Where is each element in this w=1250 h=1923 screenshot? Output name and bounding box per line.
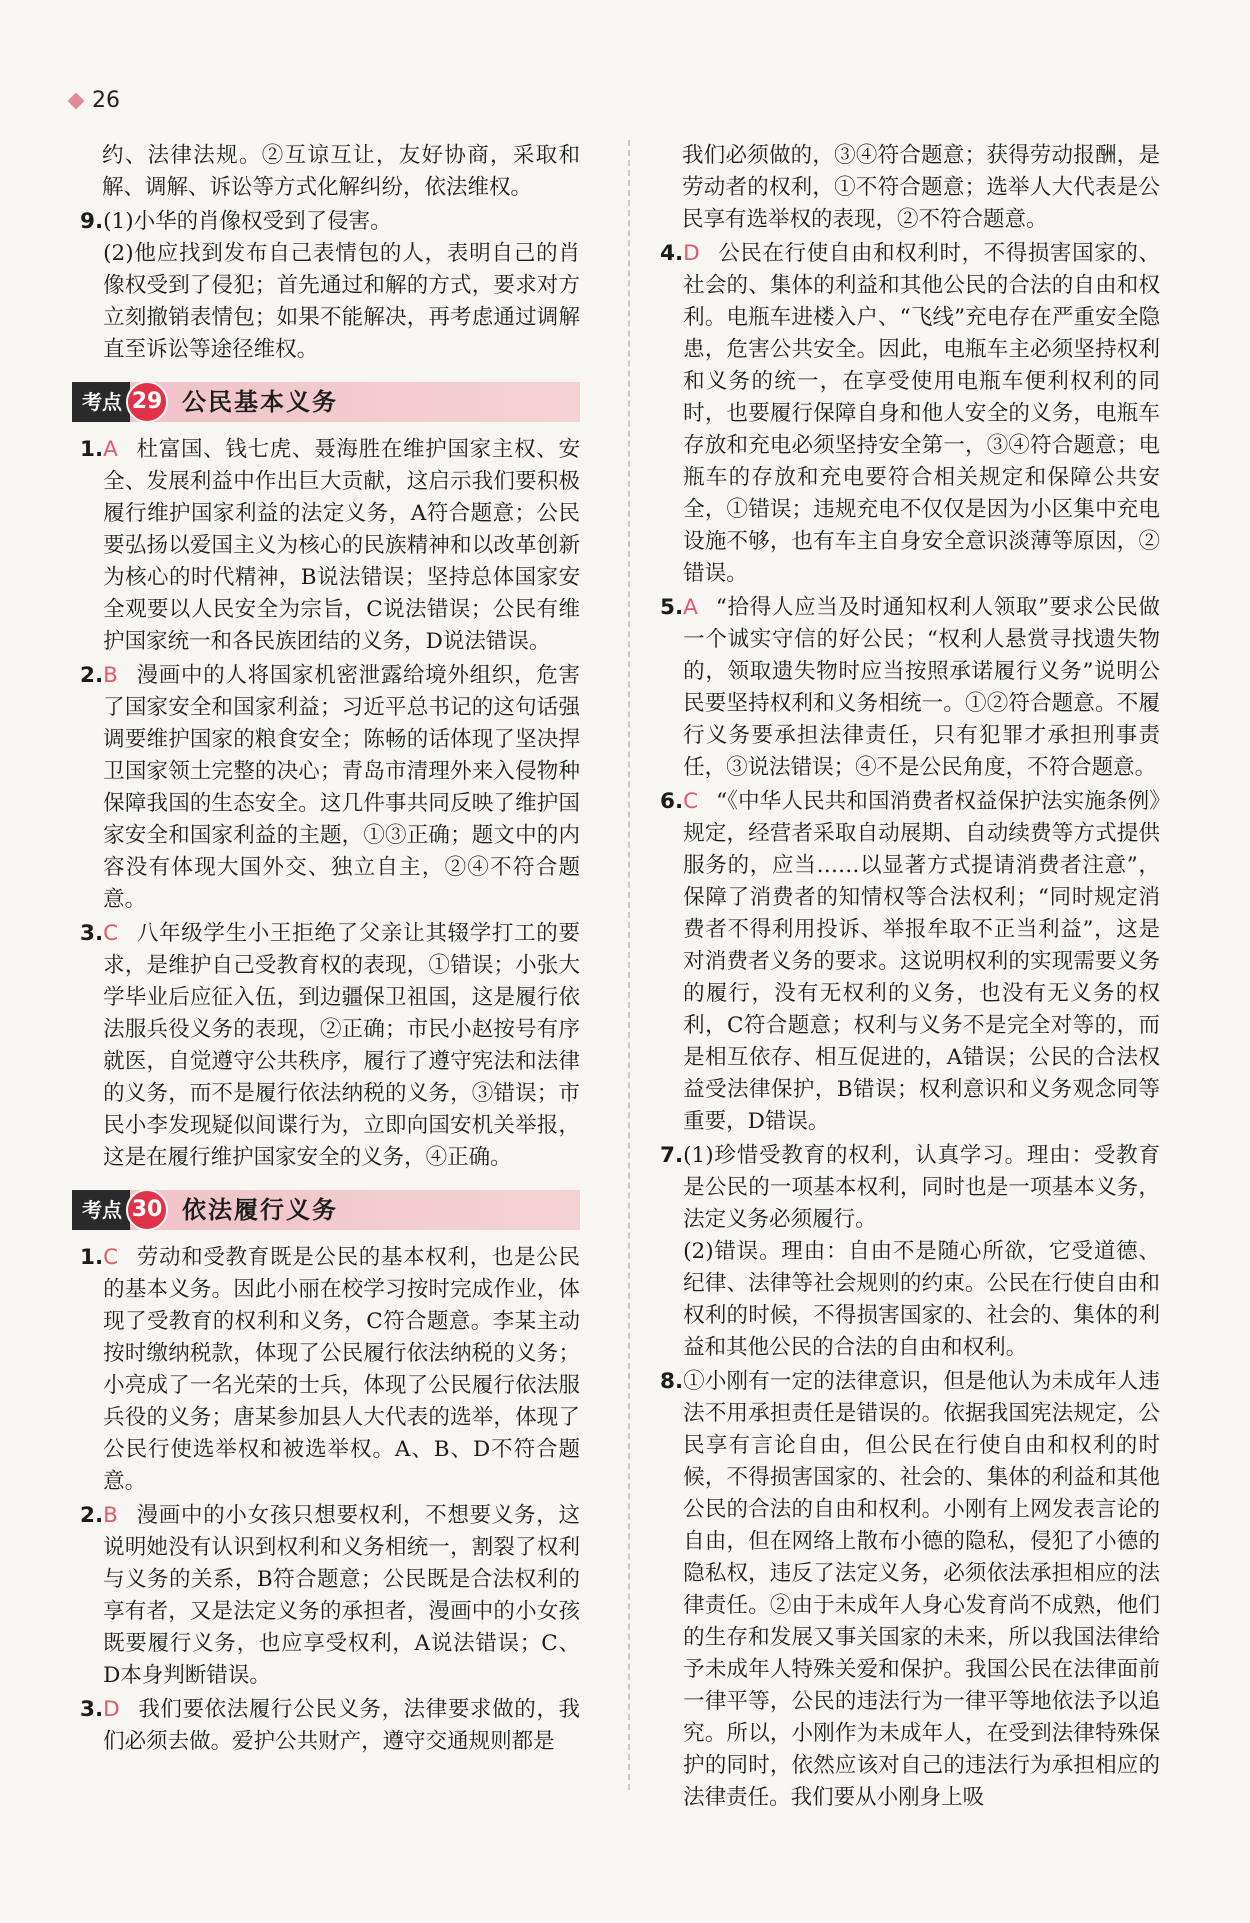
question-number: 2. <box>80 1503 104 1528</box>
answer-text: 漫画中的人将国家机密泄露给境外组织，危害了国家安全和国家利益；习近平总书记的这句话强调要维护国家的粮食安全；陈畅的话体现了坚决捍卫国家领土完整的决心；青岛市清理外来入侵物种保障我国的生态安全。这几件事共同反映了维护国家安全和国家利益的主题，①③正确；题文中的内容没有体现大国外交、独立自主，②④不符合题意。 <box>103 663 580 912</box>
answer-part-2: (2)他应找到发布自己表情包的人，表明自己的肖像权受到了侵犯；首先通过和解的方式，要求对方立刻撤销表情包；如果不能解决，再考虑通过调解直至诉讼等途径维权。 <box>103 241 580 362</box>
list-item <box>660 592 1160 784</box>
question-number: 5. <box>660 595 684 620</box>
answer-text: 劳动和受教育既是公民的基本权利，也是公民的基本义务。因此小丽在校学习按时完成作业，体现了受教育的权利和义务，C符合题意。李某主动按时缴纳税款，体现了公民履行依法纳税的义务；小亮成了一名光荣的士兵，体现了公民履行依法服兵役的义务；唐某参加县人大代表的选举，体现了公民行使选举权和被选举权。A、B、D不符合题意。 <box>103 1245 580 1494</box>
answer-letter: A <box>683 595 698 620</box>
flame-number-icon: 29 <box>126 381 168 423</box>
page-number-text: 26 <box>92 88 120 113</box>
page-number <box>70 88 120 113</box>
answer-letter: D <box>683 241 700 266</box>
question-number: 6. <box>660 789 684 814</box>
question-7 <box>660 1140 1160 1364</box>
question-number: 4. <box>660 241 684 266</box>
diamond-icon <box>68 92 85 109</box>
question-number: 3. <box>80 1697 104 1722</box>
answer-text: 我们要依法履行公民义务，法律要求做的，我们必须去做。爱护公共财产，遵守交通规则都是 <box>103 1697 580 1754</box>
list-item <box>80 1694 580 1758</box>
answer-text: “《中华人民共和国消费者权益保护法实施条例》规定，经营者采取自动展期、自动续费等方式提供服务的，应当……以显著方式提请消费者注意”，保障了消费者的知情权等合法权利；“同时规定消费者不得利用投诉、举报牟取不正当利益”，这是对消费者义务的要求。这说明权利的实现需要义务的履行，没有无权利的义务，也没有无义务的权利，C符合题意；权利与义务不是完全对等的，而是相互依存、相互促进的，A错误；公民的合法权益受法律保护，B错误；权利意识和义务观念同等重要，D错误。 <box>683 789 1160 1134</box>
section-banner-30 <box>72 1190 580 1230</box>
left-column <box>80 140 580 1760</box>
answer-letter: B <box>103 663 118 688</box>
question-number: 7. <box>660 1143 684 1168</box>
answer-letter: B <box>103 1503 118 1528</box>
answer-part-1: (1)小华的肖像权受到了侵害。 <box>103 209 392 234</box>
answer-text: “拾得人应当及时通知权利人领取”要求公民做一个诚实守信的好公民；“权利人悬赏寻找遗失物的，领取遗失物时应当按照承诺履行义务”说明公民要坚持权利和义务相统一。①②符合题意。不履行义务要承担法律责任，只有犯罪才承担刑事责任，③说法错误；④不是公民角度，不符合题意。 <box>683 595 1160 780</box>
answer-text: 漫画中的小女孩只想要权利，不想要义务，这说明她没有认识到权利和义务相统一，割裂了权利与义务的关系，B符合题意；公民既是合法权利的享有者，又是法定义务的承担者，漫画中的小女孩既要履行义务，也应享受权利，A说法错误；C、D本身判断错误。 <box>103 1503 580 1688</box>
answer-part-2: (2)错误。理由：自由不是随心所欲，它受道德、纪律、法律等社会规则的约束。公民在行使自由和权利的时候，不得损害国家的、社会的、集体的利益和其他公民的合法的自由和权利。 <box>683 1239 1160 1360</box>
right-column <box>660 140 1160 1816</box>
answer-letter: C <box>103 1245 119 1270</box>
answer-text: 杜富国、钱七虎、聂海胜在维护国家主权、安全、发展利益中作出巨大贡献，这启示我们要积极履行维护国家利益的法定义务，A符合题意；公民要弘扬以爱国主义为核心的民族精神和以改革创新为核心的时代精神，B说法错误；坚持总体国家安全观要以人民安全为宗旨，C说法错误；公民有维护国家统一和各民族团结的义务，D说法错误。 <box>103 437 580 654</box>
list-item <box>80 1500 580 1692</box>
section-title: 公民基本义务 <box>182 387 338 416</box>
section-tag: 考点 <box>72 382 130 422</box>
question-number: 1. <box>80 437 104 462</box>
question-8 <box>660 1366 1160 1814</box>
answer-text: ①小刚有一定的法律意识，但是他认为未成年人违法不用承担责任是错误的。依据我国宪法规定，公民享有言论自由，但公民在行使自由和权利的时候，不得损害国家的、社会的、集体的利益和其他公民的合法的自由和权利。小刚有上网发表言论的自由，但在网络上散布小德的隐私，侵犯了小德的隐私权，违反了法定义务，必须依法承担相应的法律责任。②由于未成年人身心发育尚不成熟，他们的生存和发展又事关国家的未来，所以我国法律给予未成年人特殊关爱和保护。我国公民在法律面前一律平等，公民的违法行为一律平等地依法予以追究。所以，小刚作为未成年人，在受到法律特殊保护的同时，依然应该对自己的违法行为承担相应的法律责任。我们要从小刚身上吸 <box>683 1369 1160 1810</box>
list-item <box>80 434 580 658</box>
question-number: 1. <box>80 1245 104 1270</box>
list-item <box>80 918 580 1174</box>
answer-letter: C <box>683 789 699 814</box>
question-number: 2. <box>80 663 104 688</box>
answer-part-1: (1)珍惜受教育的权利，认真学习。理由：受教育是公民的一项基本权利，同时也是一项基本义务，法定义务必须履行。 <box>683 1143 1160 1232</box>
answer-letter: D <box>103 1697 120 1722</box>
question-number: 3. <box>80 921 104 946</box>
answer-text: 八年级学生小王拒绝了父亲让其辍学打工的要求，是维护自己受教育权的表现，①错误；小张大学毕业后应征入伍，到边疆保卫祖国，这是履行依法服兵役义务的表现，②正确；市民小赵按号有序就医，自觉遵守公共秩序，履行了遵守宪法和法律的义务，而不是履行依法纳税的义务，③错误；市民小李发现疑似间谍行为，立即向国安机关举报，这是在履行维护国家安全的义务，④正确。 <box>103 921 580 1170</box>
column-divider <box>628 140 630 1790</box>
section-banner-29 <box>72 382 580 422</box>
section-title: 依法履行义务 <box>182 1195 338 1224</box>
answer-letter: A <box>103 437 118 462</box>
list-item <box>660 786 1160 1138</box>
section-tag: 考点 <box>72 1190 130 1230</box>
intro-text: 约、法律法规。②互谅互让，友好协商，采取和解、调解、诉讼等方式化解纠纷，依法维权。 <box>102 143 580 200</box>
question-9 <box>80 206 580 366</box>
continued-text: 我们必须做的，③④符合题意；获得劳动报酬，是劳动者的权利，①不符合题意；选举人大代表是公民享有选举权的表现，②不符合题意。 <box>682 143 1160 232</box>
answer-letter: C <box>103 921 119 946</box>
list-item <box>660 238 1160 590</box>
question-number: 8. <box>660 1369 684 1394</box>
question-number: 9. <box>80 209 104 234</box>
list-item <box>80 660 580 916</box>
list-item <box>80 1242 580 1498</box>
flame-number-icon: 30 <box>126 1189 168 1231</box>
answer-text: 公民在行使自由和权利时，不得损害国家的、社会的、集体的利益和其他公民的合法的自由和权利。电瓶车进楼入户、“飞线”充电存在严重安全隐患，危害公共安全。因此，电瓶车主必须坚持权利和义务的统一，在享受使用电瓶车便利权利的同时，也要履行保障自身和他人安全的义务，电瓶车存放和充电必须坚持安全第一，③④符合题意；电瓶车的存放和充电要符合相关规定和保障公共安全，①错误；违规充电不仅仅是因为小区集中充电设施不够，也有车主自身安全意识淡薄等原因，②错误。 <box>683 241 1160 586</box>
